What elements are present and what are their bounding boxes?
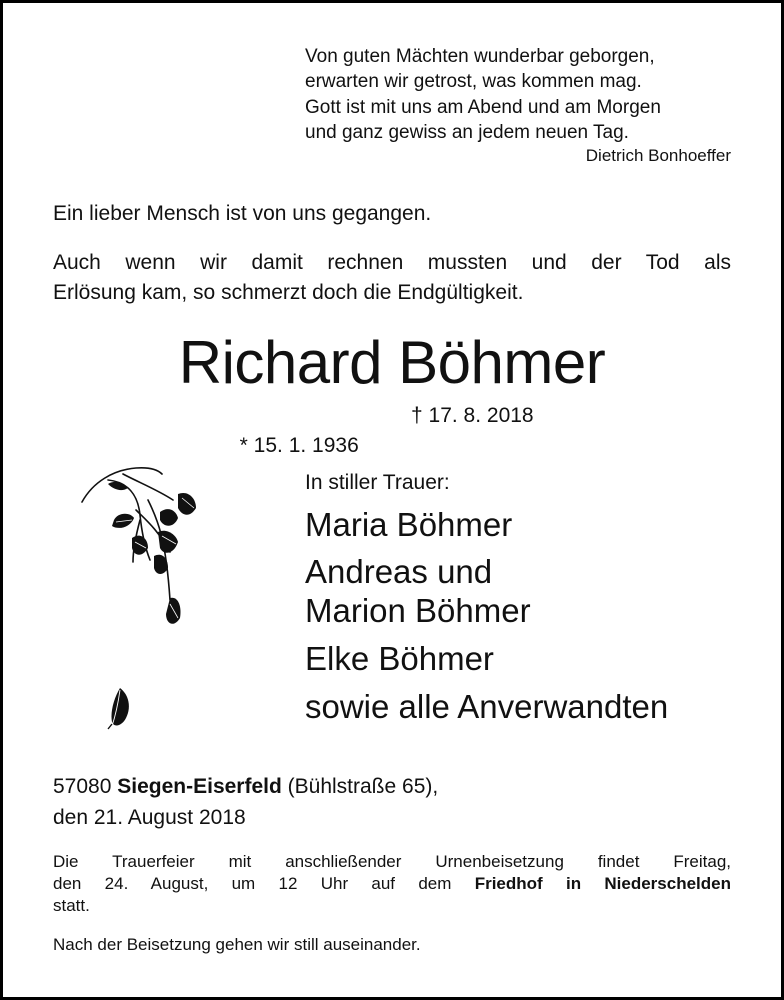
funeral-line: Die Trauerfeier mit anschließender Urnenbeisetzung findet Freitag,	[53, 852, 731, 871]
date-line: den 21. August 2018	[53, 806, 246, 829]
cemetery: Friedhof in Niederschelden	[474, 874, 731, 893]
mourner-name: Andreas und	[305, 553, 493, 590]
poem-author: Dietrich Bonhoeffer	[585, 146, 731, 165]
funeral-date: den 24. August, um 12 Uhr auf dem	[53, 874, 452, 893]
poem	[305, 44, 735, 145]
mourner-name: sowie alle Anverwandten	[305, 688, 669, 725]
intro-line: Erlösung kam, so schmerzt doch die Endgültigkeit.	[53, 281, 524, 304]
death-date: † 17. 8. 2018	[411, 404, 534, 427]
poem-line: und ganz gewiss an jedem neuen Tag.	[305, 121, 629, 143]
postcode: 57080	[53, 775, 112, 798]
mourning-label: In stiller Trauer:	[305, 471, 450, 494]
mourner-name: Marion Böhmer	[305, 592, 531, 629]
deceased-name: Richard Böhmer	[178, 329, 606, 396]
falling-leaf-icon	[106, 686, 134, 730]
birth-date: * 15. 1. 1936	[239, 434, 359, 457]
poem-line: Gott ist mit uns am Abend und am Morgen	[305, 96, 661, 118]
funeral-info	[53, 851, 731, 917]
poem-line: erwarten wir getrost, was kommen mag.	[305, 71, 642, 93]
closing-note: Nach der Beisetzung gehen wir still auseinander.	[53, 935, 421, 954]
poem-line: Von guten Mächten wunderbar geborgen,	[305, 46, 655, 67]
intro-sentence: Ein lieber Mensch ist von uns gegangen.	[53, 202, 432, 225]
city: Siegen-Eiserfeld	[117, 775, 282, 798]
intro-paragraph	[53, 248, 731, 308]
address-line	[53, 771, 438, 802]
mourner-name: Elke Böhmer	[305, 640, 494, 677]
funeral-line	[53, 873, 731, 895]
birch-branch-icon	[78, 460, 208, 640]
funeral-line: statt.	[53, 896, 90, 915]
intro-line: Auch wenn wir damit rechnen mussten und der Tod als	[53, 251, 731, 274]
mourner-name: Maria Böhmer	[305, 506, 513, 543]
street: (Bühlstraße 65),	[287, 775, 439, 798]
address-block	[53, 771, 438, 833]
